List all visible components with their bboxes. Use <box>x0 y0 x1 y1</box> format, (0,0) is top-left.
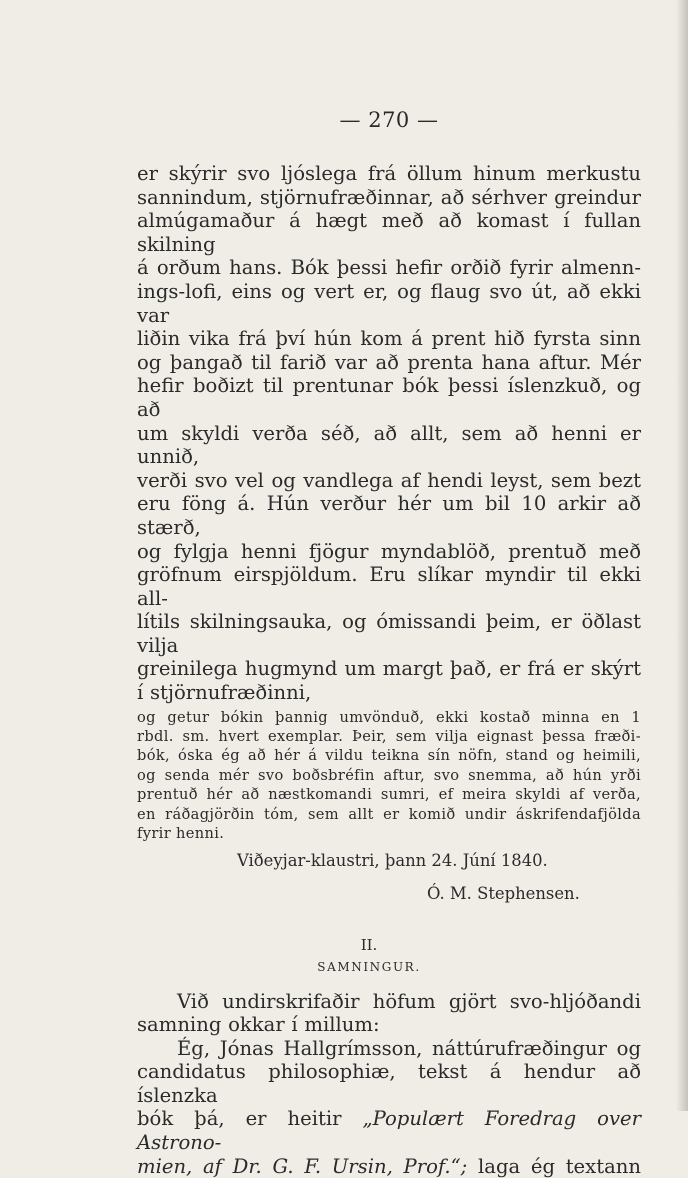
text-line: greinilega hugmynd um margt það, er frá er skýrt <box>137 657 641 681</box>
text-line: almúgamaður á hægt með að komast í fullan skilning <box>137 209 641 256</box>
text-line: um skyldi verða séð, að allt, sem að henni er unnið, <box>137 422 641 469</box>
text-line: og þangað til farið var að prenta hana aftur. Mér <box>137 351 641 375</box>
section-title: SAMNINGUR. <box>97 958 641 976</box>
subscription-paragraph <box>137 708 641 844</box>
text-line: candidatus philosophiæ, tekst á hendur að íslenzka <box>137 1060 641 1107</box>
text-line: lítils skilningsauka, og ómissandi þeim, er öðlast vilja <box>137 610 641 657</box>
text-span: bók þá, er heitir <box>137 1107 362 1130</box>
text-line: liðin vika frá því hún kom á prent hið fyrsta sinn <box>137 327 641 351</box>
text-line: prentuð hér að næstkomandi sumri, ef meira skyldi af verða, <box>137 785 641 804</box>
text-line: gröfnum eirspjöldum. Eru slíkar myndir til ekki all- <box>137 563 641 610</box>
text-line: og senda mér svo boðsbréfin aftur, svo snemma, að hún yrði <box>137 766 641 785</box>
book-title-italic: „Populært Foredrag over Astrono- <box>137 1107 641 1154</box>
agreement-paragraph <box>137 990 641 1178</box>
page-edge-shadow <box>676 0 688 1111</box>
book-title-italic: mien, af Dr. G. F. Ursin, Prof.“; <box>137 1155 467 1178</box>
text-line: sannindum, stjörnufræðinnar, að sérhver greindur <box>137 186 641 210</box>
text-line: og fylgja henni fjögur myndablöð, prentuð með <box>137 540 641 564</box>
signature-name: Ó. M. Stephensen. <box>137 883 641 905</box>
text-line: er skýrir svo ljóslega frá öllum hinum merkustu <box>137 162 641 186</box>
text-line: eru föng á. Hún verður hér um bil 10 arkir að stærð, <box>137 492 641 539</box>
text-line: hefir boðizt til prentunar bók þessi íslenzkuð, og að <box>137 374 641 421</box>
text-line: verði svo vel og vandlega af hendi leyst, sem bezt <box>137 469 641 493</box>
text-line: en ráðagjörðin tóm, sem allt er komið undir áskrifendafjölda <box>137 805 641 824</box>
signature-place-date: Viðeyjar-klaustri, þann 24. Júní 1840. <box>137 850 641 872</box>
text-line <box>137 1155 641 1178</box>
text-span: laga ég textann <box>467 1155 641 1178</box>
text-line: og getur bókin þannig umvönduð, ekki kostað minna en 1 <box>137 708 641 727</box>
text-line <box>137 1107 641 1154</box>
text-line: Ég, Jónas Hallgrímsson, náttúrufræðingur og <box>137 1037 641 1061</box>
section-number: II. <box>97 935 641 955</box>
page-number: — 270 — <box>137 108 641 132</box>
text-line: samning okkar í millum: <box>137 1013 641 1037</box>
document-page <box>137 108 641 1178</box>
text-line: fyrir henni. <box>137 824 641 843</box>
intro-paragraph <box>137 162 641 705</box>
section-heading <box>137 935 641 976</box>
text-line: á orðum hans. Bók þessi hefir orðið fyrir almenn- <box>137 256 641 280</box>
text-line: ings-lofi, eins og vert er, og flaug svo út, að ekki var <box>137 280 641 327</box>
text-line: Við undirskrifaðir höfum gjört svo-hljóðandi <box>137 990 641 1014</box>
text-line: í stjörnufræðinni, <box>137 681 641 705</box>
text-line: bók, óska ég að hér á vildu teikna sín nöfn, stand og heimili, <box>137 746 641 765</box>
text-line: rbdl. sm. hvert exemplar. Þeir, sem vilja eignast þessa fræði- <box>137 727 641 746</box>
